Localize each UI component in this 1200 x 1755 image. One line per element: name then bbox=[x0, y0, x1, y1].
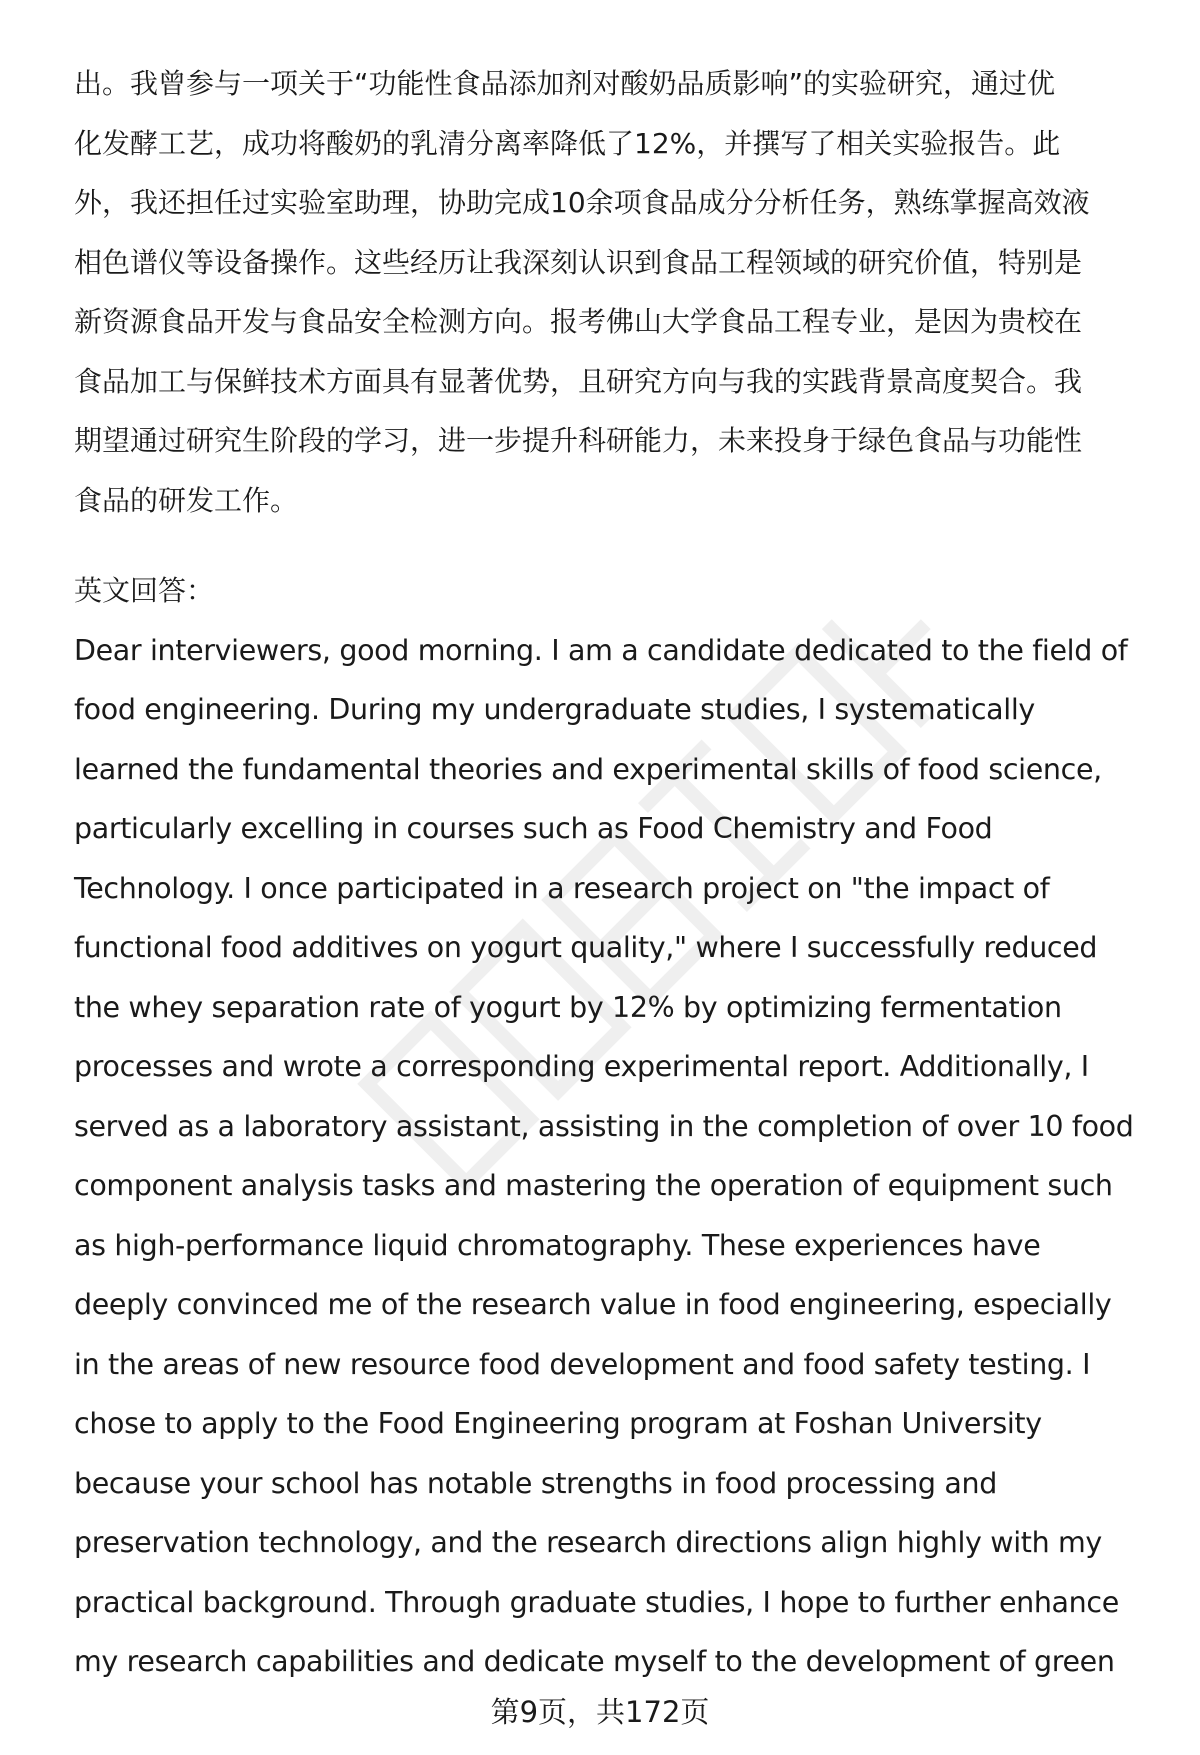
text-line: Dear interviewers, good morning. I am a candidate dedicated to the field of bbox=[74, 633, 1128, 667]
text-line: component analysis tasks and mastering the operation of equipment such bbox=[74, 1169, 1113, 1202]
text-line: deeply convinced me of the research value in food engineering, especially bbox=[74, 1288, 1112, 1321]
text-line: the whey separation rate of yogurt by 12% by optimizing fermentation bbox=[74, 990, 1062, 1024]
text-line: particularly excelling in courses such as Food Chemistry and Food bbox=[74, 812, 993, 845]
text-line: processes and wrote a corresponding experimental report. Additionally, I bbox=[74, 1050, 1089, 1083]
text-line: served as a laboratory assistant, assisting in the completion of over 10 food bbox=[74, 1109, 1134, 1143]
text-line: 出。我曾参与一项关于“功能性食品添加剂对酸奶品质影响”的实验研究，通过优 bbox=[74, 67, 1056, 100]
text-line: preservation technology, and the research directions align highly with my bbox=[74, 1526, 1102, 1559]
chinese-answer-paragraph bbox=[74, 54, 1154, 530]
text-line: chose to apply to the Food Engineering program at Foshan University bbox=[74, 1407, 1042, 1440]
text-line: 相色谱仪等设备操作。这些经历让我深刻认识到食品工程领域的研究价值，特别是 bbox=[74, 245, 1083, 279]
text-line: food engineering. During my undergraduate studies, I systematically bbox=[74, 693, 1035, 726]
text-line: 食品的研发工作。 bbox=[74, 483, 299, 517]
english-answer-heading: 英文回答： bbox=[74, 574, 215, 607]
text-line: learned the fundamental theories and experimental skills of food science, bbox=[74, 752, 1102, 786]
text-line: as high-performance liquid chromatography. These experiences have bbox=[74, 1228, 1041, 1262]
english-answer-paragraph bbox=[74, 621, 1154, 1692]
page-content bbox=[74, 54, 1154, 1692]
page-number-footer: 第9页，共172页 bbox=[490, 1695, 710, 1729]
text-line: because your school has notable strengths in food processing and bbox=[74, 1466, 997, 1500]
paragraph-spacer bbox=[74, 530, 1154, 561]
text-line: functional food additives on yogurt quality," where I successfully reduced bbox=[74, 931, 1098, 964]
text-line: 化发酵工艺，成功将酸奶的乳清分离率降低了12%，并撰写了相关实验报告。此 bbox=[74, 126, 1061, 160]
text-line: practical background. Through graduate studies, I hope to further enhance bbox=[74, 1585, 1119, 1619]
text-line: 新资源食品开发与食品安全检测方向。报考佛山大学食品工程专业，是因为贵校在 bbox=[74, 305, 1083, 338]
text-line: 期望通过研究生阶段的学习，进一步提升科研能力，未来投身于绿色食品与功能性 bbox=[74, 424, 1083, 457]
text-line: 外，我还担任过实验室助理，协助完成10余项食品成分分析任务，熟练掌握高效液 bbox=[74, 186, 1090, 219]
text-line: in the areas of new resource food development and food safety testing. I bbox=[74, 1347, 1091, 1381]
text-line: 食品加工与保鲜技术方面具有显著优势，且研究方向与我的实践背景高度契合。我 bbox=[74, 364, 1083, 398]
text-line: my research capabilities and dedicate myself to the development of green bbox=[74, 1645, 1115, 1678]
text-line: Technology. I once participated in a research project on "the impact of bbox=[74, 871, 1050, 905]
